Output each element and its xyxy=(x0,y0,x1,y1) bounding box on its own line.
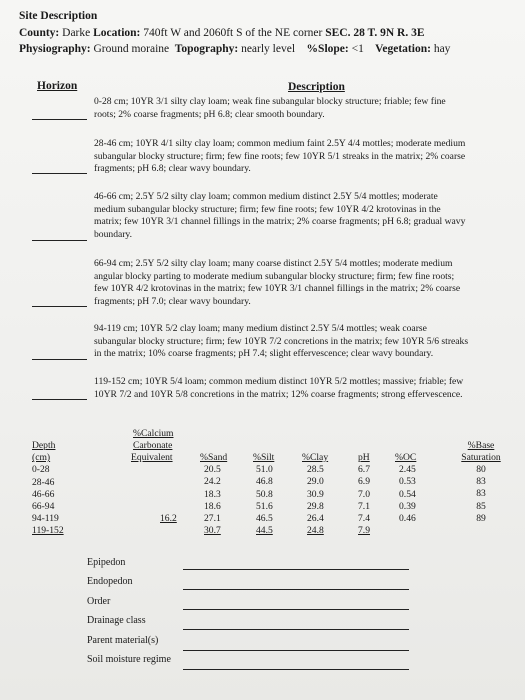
table-cell: 0.39 xyxy=(399,500,416,512)
slope-label: %Slope: xyxy=(306,43,349,55)
description-line: 0-28 cm; 10YR 3/1 silty clay loam; weak fine subangular blocky structure; friable; few fine xyxy=(94,96,446,107)
description-line: 66-94 cm; 2.5Y 5/2 silty clay loam; many coarse distinct 2.5Y 5/4 mottles; moderate medium xyxy=(94,258,453,269)
depth-column xyxy=(32,440,64,538)
parent-material-blank[interactable] xyxy=(183,650,409,651)
table-cell: 27.1 xyxy=(204,512,221,524)
vegetation-value: hay xyxy=(433,43,451,55)
r-value: 3E xyxy=(411,27,425,39)
table-cell: 6.9 xyxy=(358,476,370,488)
oc-header: %OC xyxy=(395,452,417,463)
table-cell: 94-119 xyxy=(32,513,59,525)
table-cell: 83 xyxy=(476,476,486,488)
field-label: Soil moisture regime xyxy=(87,653,171,665)
description-line: 28-46 cm; 10YR 4/1 silty clay loam; common medium faint 2.5Y 4/4 mottles; moderate medium xyxy=(94,138,466,149)
table-cell: 119-152 xyxy=(32,525,64,537)
table-cell: 29.0 xyxy=(307,476,324,488)
description-line: in the matrix; 10% coarse fragments; pH 7.4; slight effervescence; clear wavy boundary. xyxy=(94,348,434,359)
field-label: Order xyxy=(87,595,111,607)
ph-header: pH xyxy=(358,452,370,463)
table-cell: 30.9 xyxy=(307,488,324,500)
table-cell: 0.54 xyxy=(399,488,416,500)
table-cell: 18.3 xyxy=(204,488,221,500)
caco3-column xyxy=(160,513,177,525)
description-line: 10YR 7/2 and 10YR 5/8 concretions in the matrix; 12% coarse fragments; strong effervescence. xyxy=(94,388,463,400)
table-cell: 66-94 xyxy=(32,500,55,512)
endopedon-blank[interactable] xyxy=(183,589,409,590)
table-cell: 28.5 xyxy=(307,464,324,476)
sand-header: %Sand xyxy=(200,452,228,463)
horizon-blank-4[interactable] xyxy=(32,306,87,307)
topography-value: nearly level xyxy=(241,43,296,55)
table-cell: 7.4 xyxy=(358,512,370,524)
header-line: Equivalent xyxy=(131,452,173,464)
field-label: Endopedon xyxy=(87,576,133,588)
field-label: Parent material(s) xyxy=(87,634,159,646)
base-saturation-column xyxy=(451,464,511,525)
table-cell: 7.9 xyxy=(358,525,370,537)
header-line: %Calcium xyxy=(133,428,174,439)
horizon-blank-2[interactable] xyxy=(32,173,87,174)
table-cell: 30.7 xyxy=(204,525,221,537)
sand-column xyxy=(200,452,227,537)
vegetation-label: Vegetation: xyxy=(375,43,431,55)
epipedon-blank[interactable] xyxy=(183,569,409,570)
description-column-header: Description xyxy=(288,81,345,93)
topography-label: Topography: xyxy=(174,43,239,55)
horizon-blank-6[interactable] xyxy=(32,399,87,400)
table-cell: 50.8 xyxy=(256,488,273,500)
horizon-description-1 xyxy=(94,96,518,121)
county-location-line xyxy=(19,27,425,39)
field-label: Epipedon xyxy=(87,557,126,568)
horizon-blank-3[interactable] xyxy=(32,240,87,241)
table-cell: 89 xyxy=(476,512,486,524)
table-cell: 7.1 xyxy=(358,500,370,512)
table-cell: 44.5 xyxy=(256,525,273,537)
silt-header: %Silt xyxy=(253,452,275,463)
description-line: 119-152 cm; 10YR 5/4 loam; common medium distinct 10YR 5/2 mottles; massive; friable; few xyxy=(94,376,464,387)
horizon-description-2 xyxy=(94,138,518,176)
horizon-description-4 xyxy=(94,258,518,308)
slope-value: <1 xyxy=(351,43,364,55)
clay-column xyxy=(302,452,328,537)
oc-column xyxy=(395,452,416,525)
horizon-column-header: Horizon xyxy=(37,80,78,92)
sec-label: SEC. xyxy=(325,27,351,39)
description-line: medium subangular blocky structure; firm; few fine roots; few 10YR 4/2 krotovinas in the xyxy=(94,203,441,215)
depth-header: Depth xyxy=(32,440,56,451)
description-line: subangular blocky structure; firm; few fine roots; few 10YR 5/1 streaks in the matrix; 2% coarse xyxy=(94,150,466,162)
physiography-value: Ground moraine xyxy=(93,43,170,55)
table-cell: 0.53 xyxy=(399,476,416,488)
t-value: 9N xyxy=(380,27,395,39)
table-cell: 85 xyxy=(476,500,486,512)
location-label: Location: xyxy=(93,27,141,39)
table-cell: 80 xyxy=(476,464,486,475)
physiography-line xyxy=(19,43,450,55)
physiography-label: Physiography: xyxy=(19,43,91,55)
description-line: subangular blocky structure; firm; few 10YR 7/2 concretions in the matrix; few 10YR 5/6 streaks xyxy=(94,335,469,347)
description-line: boundary. xyxy=(94,228,133,240)
table-cell: 24.2 xyxy=(204,476,221,488)
table-cell: 7.0 xyxy=(358,488,370,500)
r-label: R. xyxy=(397,27,409,39)
field-label: Drainage class xyxy=(87,615,146,627)
depth-unit-header: (cm) xyxy=(32,452,51,464)
header-line: Saturation xyxy=(461,452,501,464)
table-cell: 46.8 xyxy=(256,476,273,488)
table-cell: 46-66 xyxy=(32,488,55,500)
header-line: Carbonate xyxy=(133,440,173,452)
county-label: County: xyxy=(19,27,60,39)
site-description-title: Site Description xyxy=(19,10,98,22)
clay-header: %Clay xyxy=(302,452,329,463)
table-cell: 29.8 xyxy=(307,500,324,512)
sec-value: 28 xyxy=(353,27,365,39)
table-cell: 46.5 xyxy=(256,512,273,524)
table-cell: 0-28 xyxy=(32,464,50,476)
table-cell: 6.7 xyxy=(358,464,370,476)
horizon-description-3 xyxy=(94,191,518,241)
description-line: 94-119 cm; 10YR 5/2 clay loam; many medium distinct 2.5Y 5/4 mottles; weak coarse xyxy=(94,323,427,334)
table-cell: 26.4 xyxy=(307,512,324,524)
table-cell: 16.2 xyxy=(160,513,177,524)
table-cell: 28-46 xyxy=(32,476,55,488)
table-cell: 51.0 xyxy=(256,464,273,476)
order-blank[interactable] xyxy=(183,609,409,610)
description-line: fragments; pH 7.0; clear wavy boundary. xyxy=(94,295,251,307)
horizon-description-6 xyxy=(94,376,518,401)
table-cell: 0.46 xyxy=(399,512,416,524)
description-line: matrix; few 10YR 3/1 channel fillings in the matrix; 2% coarse fragments; pH 6.8; gradual wavy xyxy=(94,216,466,227)
header-line: %Base xyxy=(467,440,495,451)
horizon-description-5 xyxy=(94,323,518,361)
drainage-class-blank[interactable] xyxy=(183,629,409,630)
soil-moisture-regime-blank[interactable] xyxy=(183,669,409,670)
location-value: 740ft W and 2060ft S of the NE corner xyxy=(143,27,323,39)
description-line: few 10YR 4/2 krotovinas in the matrix; few 10YR 3/1 channel fillings in the matrix; 2% coarse xyxy=(94,283,461,294)
description-line: roots; 2% coarse fragments; pH 6.8; clear smooth boundary. xyxy=(94,108,325,120)
silt-column xyxy=(253,452,274,537)
table-cell: 20.5 xyxy=(204,464,221,476)
county-value: Darke xyxy=(62,27,91,39)
description-line: fragments; pH 6.8; clear wavy boundary. xyxy=(94,163,251,174)
ph-column xyxy=(358,452,370,537)
calcium-carbonate-header xyxy=(133,428,174,465)
description-line: 46-66 cm; 2.5Y 5/2 silty clay loam; common medium distinct 2.5Y 5/4 mottles; moderate xyxy=(94,191,438,202)
table-cell: 18.6 xyxy=(204,500,221,512)
base-saturation-header xyxy=(451,440,511,464)
horizon-blank-1[interactable] xyxy=(32,119,87,120)
t-label: T. xyxy=(367,27,378,39)
table-cell: 83 xyxy=(476,488,486,500)
description-line: angular blocky parting to moderate medium subangular blocky structure; firm; few fine roots; xyxy=(94,270,455,282)
table-cell: 24.8 xyxy=(307,525,324,537)
horizon-blank-5[interactable] xyxy=(32,359,87,360)
table-cell: 51.6 xyxy=(256,500,273,512)
table-cell: 2.45 xyxy=(399,464,416,476)
